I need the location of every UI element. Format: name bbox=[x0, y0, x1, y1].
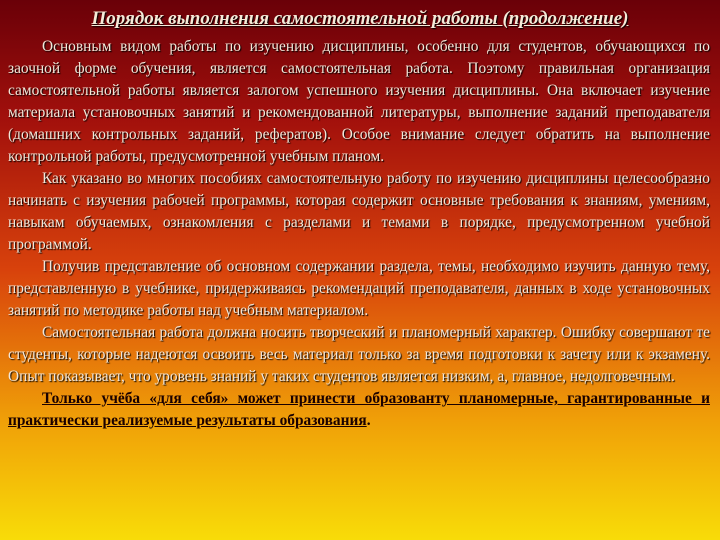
paragraph-1: Основным видом работы по изучению дисциплины, особенно для студентов, обучающихся по заочной форме обучения, является самостоятельная работа. Поэтому правильная организация самостоятельной работы является залогом успешного изучения дисциплины. Она включает изучение материала установочных занятий и рекомендованной литературы, выполнение заданий преподавателя (домашних контрольных заданий, рефератов). Особое внимание следует обратить на выполнение контрольной работы, предусмотренной учебным планом. bbox=[8, 38, 710, 165]
paragraph-4: Самостоятельная работа должна носить творческий и планомерный характер. Ошибку совершают те студенты, которые надеются освоить весь материал только за время подготовки к зачету или к экзамену. Опыт показывает, что уровень знаний у таких студентов является низким, а, главное, недолговечным. bbox=[8, 324, 710, 385]
final-period: . bbox=[366, 412, 371, 429]
paragraph-2: Как указано во многих пособиях самостоятельную работу по изучению дисциплины целесообразно начинать с изучения рабочей программы, которая содержит основные требования к знаниям, умениям, навыкам обучаемых, ознакомления с разделами и темами в порядке, предусмотренном учебной программой. bbox=[8, 170, 710, 253]
slide-title: Порядок выполнения самостоятельной работы (продолжение) bbox=[91, 8, 629, 29]
paragraph-5 bbox=[8, 388, 710, 432]
slide-body bbox=[8, 36, 710, 432]
paragraph-3: Получив представление об основном содержании раздела, темы, необходимо изучить данную тему, представленную в учебнике, придерживаясь рекомендаций преподавателя, данных в ходе установочных занятий по методике работы над учебным материалом. bbox=[8, 258, 710, 319]
final-statement: Только учёба «для себя» может принести образованту планомерные, гарантированные и практически реализуемые результаты образования bbox=[8, 390, 710, 429]
